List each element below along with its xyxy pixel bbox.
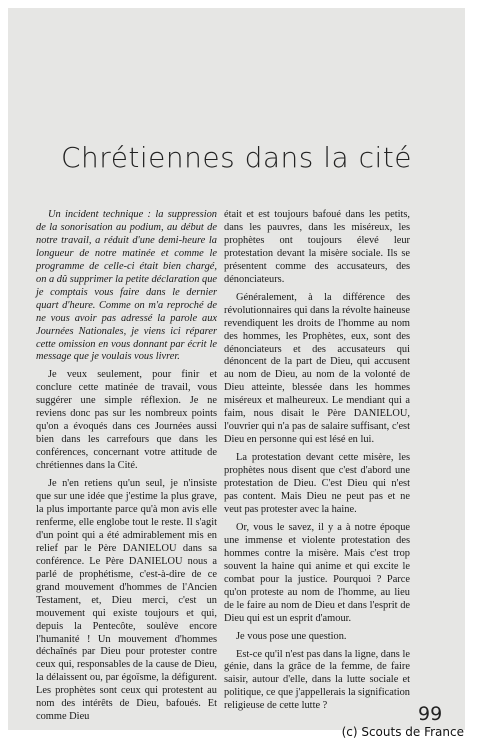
right-text-column	[224, 209, 410, 718]
body-paragraph: Or, vous le savez, il y a à notre époque une immense et violente protestation des hommes contre la misère. Mais c'est trop souvent la haine qui anime et qui excite le combat pour la justice. Pourquoi ? Parce qu'on proteste au nom de l'homme, au lieu de le faire au nom de Dieu et dans l'esprit de Dieu qui est un esprit d'amour.	[224, 521, 410, 624]
body-paragraph: La protestation devant cette misère, les prophètes nous disent que c'est d'abord une protestation de Dieu. C'est Dieu qui n'est pas content. Mais Dieu ne peut pas et ne veut pas protester avec la haine.	[224, 452, 410, 515]
body-paragraph: Je vous pose une question.	[236, 630, 347, 642]
body-paragraph: Je n'en retiens qu'un seul, je n'insiste que sur une idée que j'estime la plus grave, la plus importante parce qu'à mon avis elle renferme, elle englobe tout le reste. Il s'agit d'un point qui a été admirablement mis en relief par le Père DANIELOU dans sa conférence. Le Père DANIELOU nous a parlé de prophétisme, c'est-à-dire de ce grand mouvement d'hommes de l'Ancien Testament, et, Dieu merci, c'est un mouvement qui existe toujours et qui, depuis la Pentecôte, soulève encore l'humanité ! Un mouvement d'hommes déchaînés par Dieu pour protester contre ceux qui, responsables de la cause de Dieu, la délaissent ou, par égoïsme, la défigurent. Les prophètes sont ceux qui protestent au nom des intérêts de Dieu, bafoués. Et comme Dieu	[36, 478, 217, 723]
copyright-watermark: (c) Scouts de France	[341, 725, 464, 739]
body-paragraph: Je veux seulement, pour finir et conclure cette matinée de travail, vous suggérer une simple réflexion. Je ne reviens donc pas sur les nombreux points qu'on a évoqués dans ces Journées aussi bien dans les carrefours que dans les conférences, concernant votre attitude de chrétiennes dans la Cité.	[36, 369, 217, 472]
body-paragraph: Généralement, à la différence des révolutionnaires qui dans la révolte haineuse revendiquent les droits de l'homme au nom des hommes, les Prophètes, eux, sont des dénonciateurs et des accusateurs qui dénoncent de la part de Dieu, qui accusent au nom de Dieu, au nom de la volonté de Dieu atteinte, blessée dans les hommes miséreux et malheureux. Le mendiant qui a faim, nous disait le Père DANIELOU, l'ouvrier qui n'a pas de salaire suffisant, c'est Dieu en personne qui est lésé en lui.	[224, 291, 410, 446]
document-page	[8, 8, 465, 730]
intro-paragraph: Un incident technique : la suppression de la sonorisation au podium, au début de notre travail, a réduit d'une demi-heure la longueur de notre matinée et comme le programme de celle-ci était bien chargé, on a dû supprimer la petite déclaration que je comptais vous faire dans le dernier quart d'heure. Comme on m'a reproché de ne vous avoir pas adressé la parole aux Journées Nationales, je viens ici réparer cette omission en vous donnant par écrit le message que je voulais vous livrer.	[36, 209, 217, 363]
left-text-column	[36, 209, 217, 729]
page-title: Chrétiennes dans la cité	[61, 141, 412, 174]
page-number: 99	[418, 703, 443, 725]
body-paragraph: était et est toujours bafoué dans les petits, dans les pauvres, dans les miséreux, les prophètes ont toujours élevé leur protestation devant la misère sociale. Ils se présentent comme des accusateurs, des dénonciateurs.	[224, 209, 410, 285]
body-paragraph: Est-ce qu'il n'est pas dans la ligne, dans le génie, dans la grâce de la femme, de faire saisir, autour d'elle, dans la lutte sociale et politique, ce que j'appellerais la signification religieuse de cette lutte ?	[224, 648, 410, 712]
